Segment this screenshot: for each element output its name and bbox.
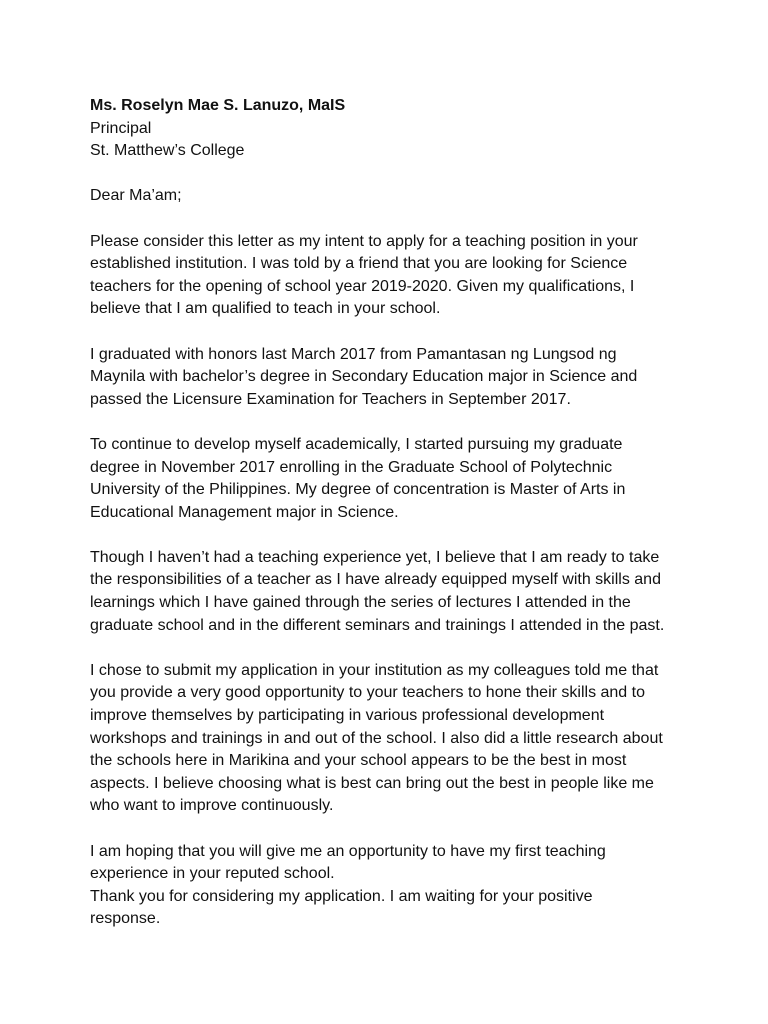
- paragraph-6: [90, 841, 690, 931]
- paragraph-line: graduate school and in the different seminars and trainings I attended in the past.: [90, 616, 665, 634]
- paragraph-line: workshops and trainings in and out of the school. I also did a little research about: [90, 729, 663, 747]
- spacer: [90, 411, 690, 434]
- paragraph-line: passed the Licensure Examination for Teachers in September 2017.: [90, 390, 571, 408]
- paragraph-line: To continue to develop myself academically, I started pursuing my graduate: [90, 435, 623, 453]
- paragraph-line: response.: [90, 910, 161, 928]
- paragraph-line: University of the Philippines. My degree of concentration is Master of Arts in: [90, 481, 626, 499]
- paragraph-line: Educational Management major in Science.: [90, 503, 399, 521]
- spacer: [90, 818, 690, 841]
- spacer: [90, 321, 690, 344]
- paragraph-line: teachers for the opening of school year 2019-2020. Given my qualifications, I: [90, 277, 635, 295]
- paragraph-line: Though I haven’t had a teaching experience yet, I believe that I am ready to take: [90, 548, 660, 566]
- letter: [90, 95, 690, 931]
- paragraph-2: [90, 344, 690, 412]
- paragraph-line: who want to improve continuously.: [90, 797, 334, 815]
- spacer: [90, 163, 690, 186]
- paragraph-line: Maynila with bachelor’s degree in Secondary Education major in Science and: [90, 368, 638, 386]
- paragraph-3: [90, 434, 690, 524]
- paragraph-line: I graduated with honors last March 2017 from Pamantasan ng Lungsod ng: [90, 345, 617, 363]
- paragraph-line: established institution. I was told by a friend that you are looking for Science: [90, 255, 628, 273]
- paragraph-line: improve themselves by participating in various professional development: [90, 707, 605, 725]
- paragraph-line: the responsibilities of a teacher as I have already equipped myself with skills and: [90, 571, 661, 589]
- paragraph-line: learnings which I have gained through the series of lectures I attended in the: [90, 594, 631, 612]
- recipient-institution: St. Matthew’s College: [90, 142, 245, 160]
- paragraph-line: you provide a very good opportunity to your teachers to hone their skills and to: [90, 684, 645, 702]
- recipient-title: Principal: [90, 119, 152, 137]
- paragraph-4: [90, 547, 690, 637]
- paragraph-line: believe that I am qualified to teach in your school.: [90, 300, 441, 318]
- paragraph-line: degree in November 2017 enrolling in the Graduate School of Polytechnic: [90, 458, 613, 476]
- spacer: [90, 524, 690, 547]
- spacer: [90, 637, 690, 660]
- paragraph-line: the schools here in Marikina and your school appears to be the best in most: [90, 752, 627, 770]
- paragraph-line: I am hoping that you will give me an opportunity to have my first teaching: [90, 842, 606, 860]
- paragraph-line: Thank you for considering my application. I am waiting for your positive: [90, 887, 593, 905]
- paragraph-line: experience in your reputed school.: [90, 865, 335, 883]
- paragraph-line: aspects. I believe choosing what is best can bring out the best in people like me: [90, 774, 654, 792]
- recipient-name: Ms. Roselyn Mae S. Lanuzo, MaIS: [90, 97, 346, 114]
- salutation: Dear Ma’am;: [90, 187, 182, 205]
- paragraph-line: I chose to submit my application in your institution as my colleagues told me that: [90, 661, 659, 679]
- spacer: [90, 208, 690, 231]
- paragraph-1: [90, 231, 690, 321]
- paragraph-line: Please consider this letter as my intent to apply for a teaching position in your: [90, 232, 638, 250]
- paragraph-5: [90, 660, 690, 818]
